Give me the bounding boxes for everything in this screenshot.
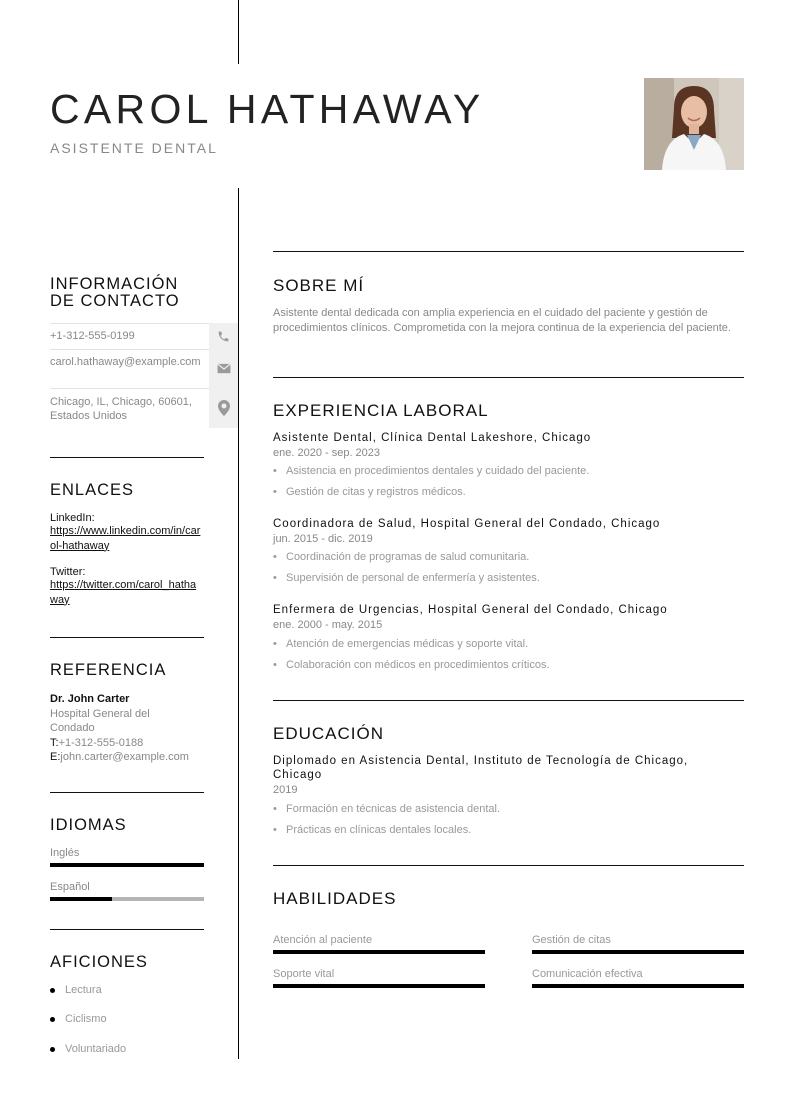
- education-separator: [273, 700, 744, 701]
- column-divider-line: [238, 188, 239, 1059]
- reference-heading: REFERENCIA: [50, 661, 167, 679]
- education-bullet-text: Prácticas en clínicas dentales locales.: [286, 824, 472, 836]
- contact-phone: +1-312-555-0199: [50, 330, 135, 342]
- contact-separator: [50, 349, 210, 350]
- skill-level-bar: [532, 984, 744, 988]
- hobby-item: [50, 1043, 126, 1055]
- links-list: [50, 512, 202, 607]
- hobby-label: Voluntariado: [65, 1043, 127, 1055]
- phone-icon: [217, 330, 230, 343]
- bullet-dot: [50, 988, 55, 993]
- job-bullet: [273, 572, 540, 584]
- job-bullet: [273, 659, 550, 671]
- hobbies-separator: [50, 929, 204, 930]
- degree-title-line1: Diplomado en Asistencia Dental, Instituto de Tecnología de Chicago,: [273, 755, 689, 767]
- reference-org: Hospital General del Condado: [50, 707, 150, 734]
- job-bullet: [273, 465, 589, 477]
- job-bullet: [273, 486, 466, 498]
- contact-top-separator: [50, 323, 210, 324]
- language-name: Inglés: [50, 847, 80, 859]
- skill-name: Atención al paciente: [273, 934, 373, 946]
- contact-email: carol.hathaway@example.com: [50, 356, 201, 368]
- about-text: Asistente dental dedicada con amplia experiencia en el cuidado del paciente y gestión de procedimientos clínicos. Comprometida con la mejora continua de la experiencia del paciente.: [273, 307, 731, 334]
- education-bullet: [273, 803, 500, 815]
- contact-heading-line1: INFORMACIÓN: [50, 275, 179, 293]
- job-dates: ene. 2000 - may. 2015: [273, 619, 383, 631]
- job-title: Asistente Dental, Clínica Dental Lakeshore, Chicago: [273, 432, 592, 444]
- education-bullet: [273, 824, 471, 836]
- job-bullet: [273, 551, 529, 563]
- about-heading: SOBRE MÍ: [273, 276, 365, 295]
- envelope-icon-box: [209, 349, 238, 388]
- profile-photo: [644, 78, 744, 170]
- reference-email-label: E:: [50, 751, 61, 763]
- skill-name: Comunicación efectiva: [532, 968, 643, 980]
- job-bullet: [273, 638, 528, 650]
- job-bullet-text: Asistencia en procedimientos dentales y cuidado del paciente.: [286, 465, 590, 477]
- contact-heading-line2: DE CONTACTO: [50, 292, 180, 310]
- contact-heading: [50, 276, 180, 310]
- job-bullet-text: Colaboración con médicos en procedimientos críticos.: [286, 659, 550, 671]
- linkedin-label: LinkedIn:: [50, 512, 95, 524]
- language-level-fill: [50, 863, 204, 867]
- language-name: Español: [50, 881, 90, 893]
- languages-heading: IDIOMAS: [50, 816, 127, 834]
- reference-phone-label: T:: [50, 736, 59, 749]
- reference-email-row: [50, 750, 204, 765]
- hobby-label: Ciclismo: [65, 1013, 107, 1025]
- skill-level-bar: [273, 984, 485, 988]
- linkedin-link[interactable]: https://www.linkedin.com/in/carol-hathaway: [50, 525, 201, 552]
- bullet-dot: [50, 1017, 55, 1022]
- map-pin-icon: [218, 400, 230, 416]
- reference-phone: +1-312-555-0188: [58, 736, 144, 749]
- education-bullet-text: Formación en técnicas de asistencia dental.: [286, 803, 501, 815]
- job-dates: ene. 2020 - sep. 2023: [273, 447, 381, 459]
- skills-separator: [273, 865, 744, 866]
- job-bullet-text: Supervisión de personal de enfermería y asistentes.: [286, 572, 540, 584]
- header-divider-line: [238, 0, 239, 64]
- twitter-label: Twitter:: [50, 566, 86, 578]
- job-bullet-text: Atención de emergencias médicas y soporte vital.: [286, 638, 529, 650]
- reference-phone-row: [50, 736, 204, 751]
- job-bullet-text: Gestión de citas y registros médicos.: [286, 486, 466, 498]
- reference-name: Dr. John Carter: [50, 693, 130, 705]
- education-heading: EDUCACIÓN: [273, 724, 385, 743]
- skills-heading: HABILIDADES: [273, 889, 397, 908]
- twitter-link[interactable]: https://twitter.com/carol_hathaway: [50, 579, 197, 606]
- reference-email: john.carter@example.com: [60, 751, 189, 763]
- job-title: Coordinadora de Salud, Hospital General del Condado, Chicago: [273, 518, 661, 530]
- reference-block: [50, 692, 204, 765]
- contact-separator: [50, 388, 210, 389]
- degree-year: 2019: [273, 784, 298, 796]
- degree-title-line2: Chicago: [273, 769, 323, 781]
- candidate-title: ASISTENTE DENTAL: [50, 140, 218, 156]
- contact-address: Chicago, IL, Chicago, 60601, Estados Unidos: [50, 396, 192, 422]
- bullet-dot: [50, 1047, 55, 1052]
- experience-separator: [273, 377, 744, 378]
- language-level-fill: [50, 897, 112, 901]
- hobby-item: [50, 1013, 107, 1025]
- skill-name: Gestión de citas: [532, 934, 611, 946]
- candidate-name: CAROL HATHAWAY: [50, 86, 485, 132]
- job-bullet-text: Coordinación de programas de salud comunitaria.: [286, 551, 530, 563]
- hobbies-heading: AFICIONES: [50, 953, 148, 971]
- links-heading: ENLACES: [50, 481, 135, 499]
- envelope-icon: [217, 363, 231, 374]
- languages-separator: [50, 792, 204, 793]
- job-dates: jun. 2015 - dic. 2019: [273, 533, 373, 545]
- about-separator: [273, 251, 744, 252]
- experience-heading: EXPERIENCIA LABORAL: [273, 401, 489, 420]
- skill-level-bar: [532, 950, 744, 954]
- hobby-label: Lectura: [65, 984, 102, 996]
- hobby-item: [50, 984, 102, 996]
- links-separator: [50, 457, 204, 458]
- language-level-bar: [50, 897, 204, 901]
- reference-separator: [50, 637, 204, 638]
- phone-icon-box: [209, 323, 238, 349]
- skill-level-bar: [273, 950, 485, 954]
- language-level-bar: [50, 863, 204, 867]
- job-title: Enfermera de Urgencias, Hospital General del Condado, Chicago: [273, 604, 668, 616]
- map-pin-icon-box: [209, 388, 238, 428]
- skill-name: Soporte vital: [273, 968, 335, 980]
